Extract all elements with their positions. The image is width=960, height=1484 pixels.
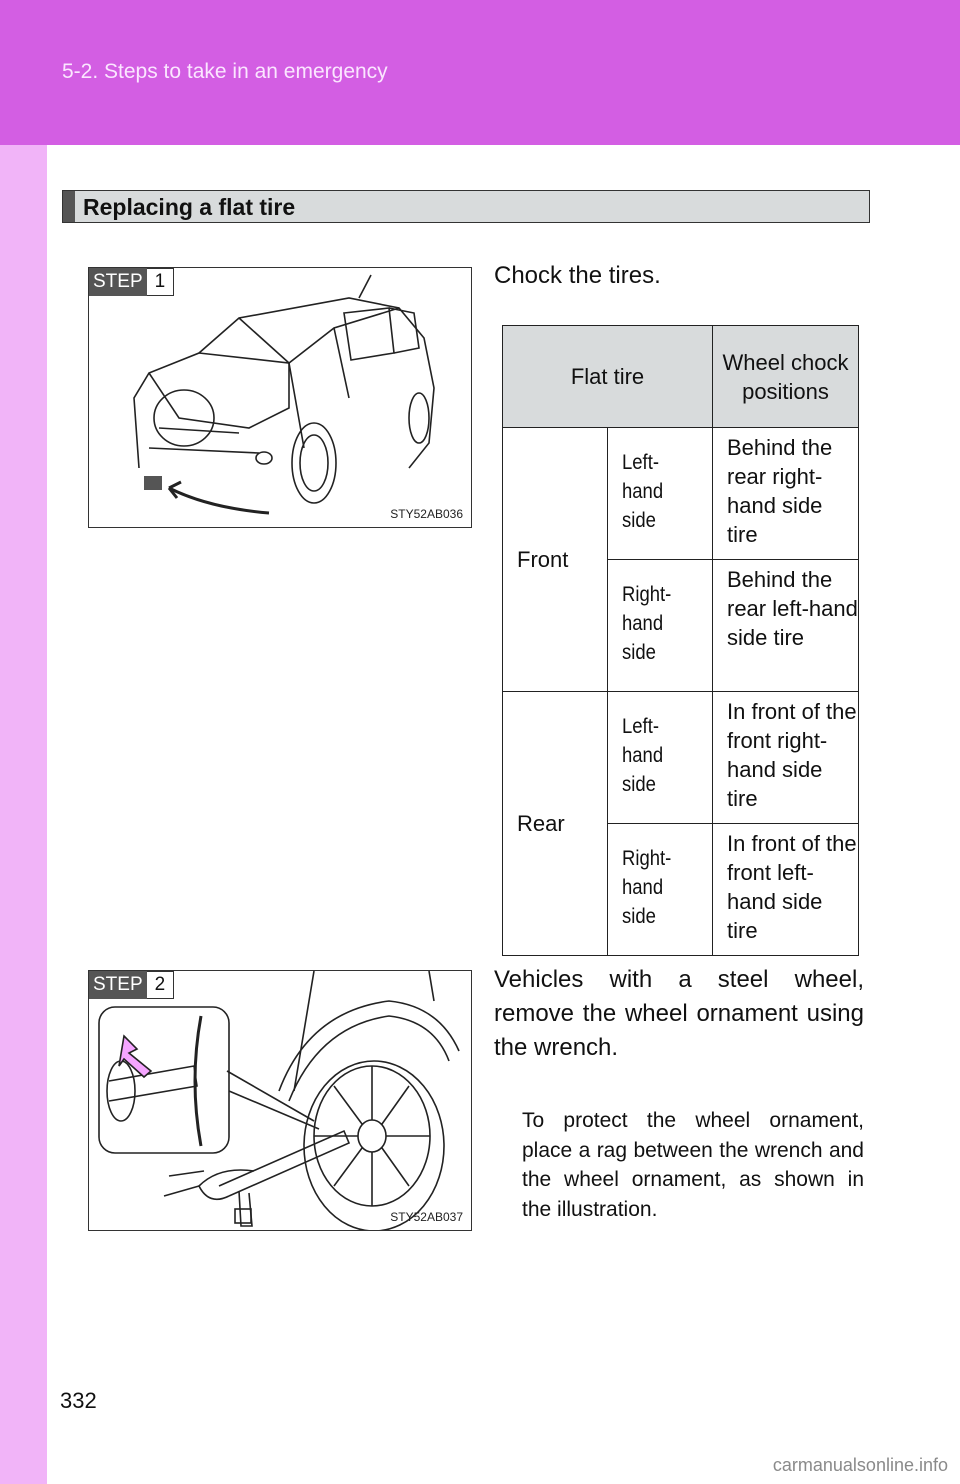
step1-illustration [88,267,472,528]
step-number: 2 [147,971,175,999]
car-chock-drawing [89,268,472,528]
step2-note: To protect the wheel ornament, place a rag between the wrench and the wheel ornament, as shown in the illustration. [522,1109,864,1221]
side-text: Left-hand side [622,451,664,532]
wheel-wrench-drawing [89,971,472,1231]
image-code: STY52AB037 [390,1210,463,1224]
chapter-heading: 5-2. Steps to take in an emergency [62,60,388,83]
image-code: STY52AB036 [390,507,463,521]
step-label: STEP [89,971,147,999]
side-text: Right-hand side [622,847,672,928]
side-cell [608,692,713,824]
section-title: Replacing a flat tire [83,194,296,220]
step-label: STEP [89,268,147,296]
step2-badge [89,971,174,999]
group-front: Front [503,428,608,692]
table-header-flat-tire: Flat tire [503,326,713,428]
side-cell [608,824,713,956]
step1-badge [89,268,174,296]
step2-instruction: Vehicles with a steel wheel, remove the wheel ornament using the wrench. [494,966,864,1061]
section-title-bar [62,190,870,223]
group-rear: Rear [503,692,608,956]
table-row [503,692,859,824]
page-number: 332 [60,1388,97,1413]
wheel-chock-table [502,325,859,956]
table-header-row [503,326,859,428]
table-row [503,428,859,560]
side-strip [0,145,47,1484]
side-cell [608,428,713,560]
side-cell [608,560,713,692]
position-cell: Behind the rear left-hand side tire [713,560,859,692]
section-accent [63,191,75,222]
side-text: Right-hand side [622,583,672,664]
step-number: 1 [147,268,175,296]
position-cell: Behind the rear right-hand side tire [713,428,859,560]
table-header-chock-positions [713,326,859,428]
watermark[interactable]: carmanualsonline.info [772,1455,948,1475]
step1-instruction: Chock the tires. [494,262,661,289]
position-cell: In front of the front left-hand side tire [713,824,859,956]
side-text: Left-hand side [622,715,664,796]
header-text: Wheel chock positions [722,349,849,404]
step2-illustration [88,970,472,1231]
position-cell: In front of the front right-hand side tire [713,692,859,824]
